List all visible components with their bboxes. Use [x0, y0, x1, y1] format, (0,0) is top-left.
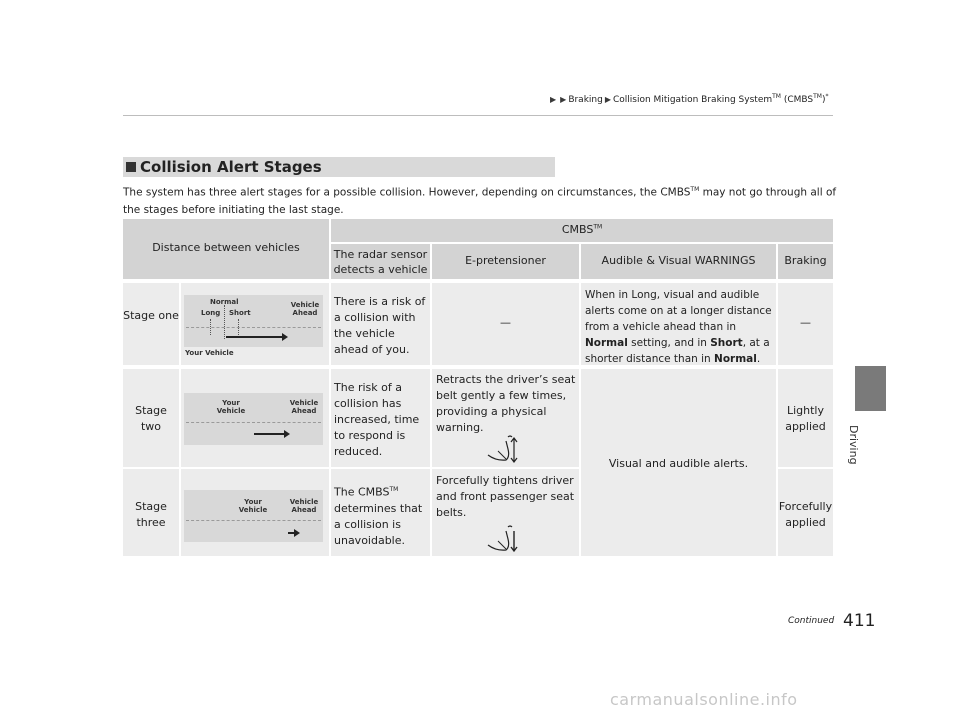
stage3-distance-arrow: [288, 532, 294, 534]
stage3-distance-diagram: [184, 490, 323, 542]
stage2-lane-line: [186, 422, 321, 424]
stage1-label-cell: Stage one: [123, 283, 179, 365]
section-title: Collision Alert Stages: [126, 157, 322, 177]
breadcrumb-braking[interactable]: Braking: [568, 95, 603, 105]
header-divider: [123, 115, 833, 116]
subheader-epretensioner: E-pretensioner: [432, 244, 579, 279]
stage2-vehicle-ahead-label: Vehicle Ahead: [289, 399, 319, 415]
stage1-braking-cell: —: [778, 283, 833, 365]
stage3-lane-line: [186, 520, 321, 522]
stage1-distance-diagram: Normal Long Short Vehicle Ahead: [184, 295, 323, 347]
stage2-distance-diagram: [184, 393, 323, 445]
stage2-distance-arrow: [254, 433, 284, 435]
stage3-vehicle-ahead-label: Vehicle Ahead: [289, 498, 319, 514]
subheader-braking: Braking: [778, 244, 833, 279]
breadcrumb-arrow-icon: ▶: [560, 95, 567, 104]
seatbelt-tighten-icon: [486, 523, 526, 555]
stage2-your-vehicle-label: Your Vehicle: [216, 399, 246, 415]
stage2-diagram-cell: [181, 369, 329, 467]
stage3-diagram-cell: [181, 469, 329, 556]
stage3-radar-cell: The CMBS™ determines that a collision is unavoidable.: [331, 469, 430, 556]
breadcrumb-arrow-icon: ▶: [550, 95, 557, 104]
subheader-radar: The radar sensor detects a vehicle: [331, 244, 430, 279]
stage3-braking-cell: Forcefully applied: [778, 469, 833, 556]
breadcrumb-cmbs[interactable]: Collision Mitigation Braking System™ (CMBS™)*: [613, 93, 829, 105]
stage1-audible-cell: When in Long, visual and audible alerts come on at a longer distance from a vehicle ahead than in Normal setting, and in Short, at a shorter distance than in Normal.: [581, 283, 776, 365]
chapter-tab[interactable]: [855, 366, 886, 411]
stage2-radar-cell: The risk of a collision has increased, time to respond is reduced.: [331, 369, 430, 467]
stage1-vehicle-ahead-label: Vehicle Ahead: [290, 301, 320, 317]
breadcrumb: [548, 93, 828, 105]
seatbelt-retract-icon: [486, 433, 526, 465]
stage3-your-vehicle-label: Your Vehicle: [238, 498, 268, 514]
stage2-braking-cell: Lightly applied: [778, 369, 833, 467]
stage1-diagram-cell: [181, 283, 329, 365]
header-distance: Distance between vehicles: [123, 219, 329, 279]
stage2-label-cell: Stage two: [123, 369, 179, 467]
continued-label: Continued: [788, 616, 835, 626]
stage3-label-cell: Stage three: [123, 469, 179, 556]
subheader-audible: Audible & Visual WARNINGS: [581, 244, 776, 279]
stage1-normal-marker: [224, 305, 225, 339]
stage1-your-vehicle-label: Your Vehicle: [185, 349, 234, 357]
breadcrumb-arrow-icon: ▶: [604, 95, 611, 104]
watermark: carmanualsonline.info: [610, 690, 798, 709]
stage2-epretensioner-cell: Retracts the driver’s seat belt gently a few times, providing a physical warning.: [432, 369, 579, 467]
header-cmbs: CMBS™: [331, 219, 833, 242]
intro-paragraph: The system has three alert stages for a possible collision. However, depending on circumstances, the CMBS™ may not go through all of the stages before initiating the last stage.: [123, 186, 837, 216]
audible-merged-cell: Visual and audible alerts.: [581, 369, 776, 556]
stage1-distance-arrow: [226, 336, 282, 338]
stage3-epretensioner-cell: Forcefully tightens driver and front passenger seat belts.: [432, 469, 579, 556]
square-bullet-icon: [126, 162, 136, 172]
stage1-lane-line: [186, 327, 321, 329]
stage1-radar-cell: There is a risk of a collision with the vehicle ahead of you.: [331, 283, 430, 365]
chapter-label: Driving: [847, 425, 860, 465]
page-number: 411: [843, 611, 876, 631]
stage1-epretensioner-cell: —: [432, 283, 579, 365]
